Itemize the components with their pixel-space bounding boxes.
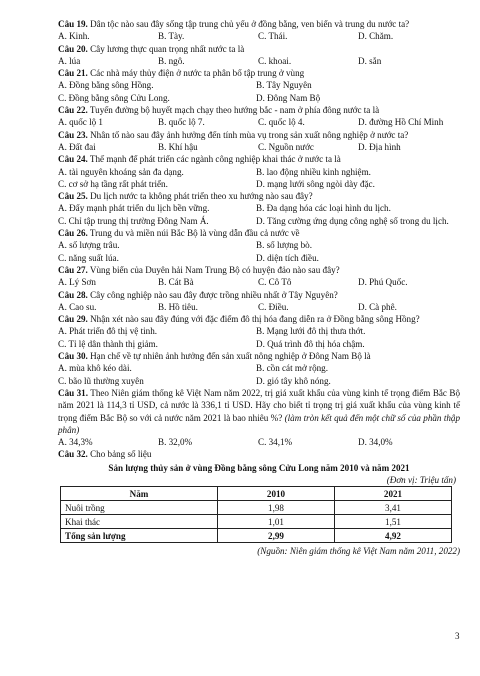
question-26 [58,227,460,239]
question-label: Câu 29. [58,314,88,325]
option-c: C. Tỉ lệ dân thành thị giảm. [58,338,158,349]
question-19 [58,18,460,30]
table-cell: 1,51 [335,515,452,529]
option-b: B. lao động nhiều kinh nghiệm. [256,166,371,177]
options-24-ab [58,166,460,178]
option-d: D. Tăng cường ứng dụng công nghệ số trong du lịch. [256,215,449,226]
question-label: Câu 28. [58,289,88,300]
option-a: A. quốc lộ 1 [58,117,103,128]
table-cell: Khai thác [61,515,218,529]
question-text: Các nhà máy thủy điện ở nước ta phân bố tập trung ở vùng [90,68,305,79]
table-cell: Nuôi trồng [61,501,218,515]
option-a: A. 34,3% [58,437,93,448]
option-d: D. Cà phê. [358,301,397,312]
question-text: Du lịch nước ta không phát triển theo xu hướng nào sau đây? [90,191,313,202]
questions-block [58,18,460,558]
question-21 [58,67,460,79]
table-cell: 2,99 [218,529,335,543]
option-d: D. Đông Nam Bộ [256,92,321,103]
question-28 [58,289,460,301]
option-a: A. tài nguyên khoáng sản đa dạng. [58,166,184,177]
data-table [60,486,452,543]
table-cell: 1,98 [218,501,335,515]
options-31 [58,436,460,448]
option-a: A. Kinh. [58,31,90,42]
table-total-row [61,529,452,543]
option-c: C. 34,1% [258,437,293,448]
option-a: A. Đồng bằng sông Hồng. [58,80,154,91]
option-b: B. cồn cát mở rộng. [256,363,328,374]
option-b: B. số lượng bò. [256,240,312,251]
table-row [61,501,452,515]
question-label: Câu 24. [58,154,88,165]
question-label: Câu 22. [58,105,88,116]
options-24-cd [58,178,460,190]
table-cell: 4,92 [335,529,452,543]
options-29-cd [58,338,460,350]
option-c: C. Chỉ tập trung thị trường Đông Nam Á. [58,215,209,226]
question-text: Cho bảng số liệu [90,449,152,460]
question-29 [58,313,460,325]
option-b: B. Tày. [158,31,185,42]
question-31 [58,387,460,436]
question-label: Câu 30. [58,351,88,362]
question-label: Câu 25. [58,191,88,202]
question-23 [58,129,460,141]
option-a: A. Cao su. [58,301,97,312]
option-c: C. bão lũ thường xuyên [58,375,144,386]
option-c: C. Đồng bằng sông Cửu Long. [58,92,170,103]
option-b: B. ngô. [158,55,185,66]
option-c: C. năng suất lúa. [58,252,119,263]
option-d: D. Phú Quốc. [358,277,408,288]
option-c: C. Thái. [258,31,288,42]
question-32 [58,448,460,460]
question-label: Câu 21. [58,68,88,79]
option-a: A. mùa khô kéo dài. [58,363,132,374]
option-d: D. diện tích điều. [256,252,319,263]
table-header-cell: Năm [61,487,218,501]
question-22 [58,104,460,116]
options-22 [58,116,460,128]
question-text: Cây công nghiệp nào sau đây được trồng nhiều nhất ở Tây Nguyên? [90,289,338,300]
page-number: 3 [455,631,460,641]
option-a: A. Lý Sơn [58,277,96,288]
question-label: Câu 19. [58,19,88,29]
options-26-ab [58,239,460,251]
options-30-ab [58,362,460,374]
option-c: C. cơ sở hạ tầng rất phát triển. [58,178,168,189]
question-text: Theo Niên giám thống kê Việt Nam năm 2022, trị giá xuất khẩu của vùng kinh tế trọng điểm Bắc Bộ năm 2021 là 114,3 tỉ USD, cả nước là 336,1 tỉ USD. Hãy cho biết tỉ trọng trị giá xuất khẩu của vùng kinh tế trọng điểm Bắc Bộ so với cả nước năm 2021 là bao nhiêu %? [58,387,461,423]
question-text: Hạn chế về tự nhiên ảnh hưởng đến sản xuất nông nghiệp ở Đông Nam Bộ là [90,351,371,362]
table-cell: 1,01 [218,515,335,529]
question-20 [58,43,460,55]
option-c: C. quốc lộ 4. [258,117,305,128]
option-b: B. Tây Nguyên [256,80,312,91]
question-text: Nhân tố nào sau đây ảnh hưởng đến tính mùa vụ trong sản xuất nông nghiệp ở nước ta? [90,129,409,140]
option-d: D. gió tây khô nóng. [256,375,331,386]
option-b: B. Hồ tiêu. [158,301,198,312]
option-c: C. Cô Tô [258,277,292,288]
question-27 [58,264,460,276]
table-header-cell: 2010 [218,487,335,501]
options-23 [58,141,460,153]
option-b: B. quốc lộ 7. [158,117,205,128]
question-label: Câu 20. [58,43,88,54]
question-label: Câu 27. [58,264,88,275]
option-d: D. mạng lưới sông ngòi dày đặc. [256,178,375,189]
table-title: Sản lượng thủy sản ở vùng Đồng bằng sông Cửu Long năm 2010 và năm 2021 [108,462,410,473]
options-19 [58,30,460,42]
option-b: B. Khí hậu [158,141,198,152]
question-24 [58,153,460,165]
table-header-cell: 2021 [335,487,452,501]
question-text: Vùng biển của Duyên hải Nam Trung Bộ có huyện đảo nào sau đây? [89,264,340,275]
option-b: B. Đa dạng hóa các loại hình du lịch. [256,203,391,214]
option-a: A. số lượng trâu. [58,240,120,251]
option-d: D. Quá trình đô thị hóa chậm. [256,338,365,349]
options-21-ab [58,79,460,91]
option-b: B. 32,0% [158,437,193,448]
option-a: A. Đất đai [58,141,96,152]
option-d: D. Địa hình [358,141,401,152]
question-text: Thế mạnh để phát triển các ngành công nghiệp khai thác ở nước ta là [89,154,341,165]
option-c: C. khoai. [258,55,292,66]
options-26-cd [58,252,460,264]
question-text: Trung du và miền núi Bắc Bộ là vùng dẫn đầu cả nước về [89,228,300,239]
question-note: (làm tròn kết quả đến một chữ số của phần thập phân) [58,412,460,435]
option-c: C. Điều. [258,301,289,312]
option-d: D. 34,0% [358,437,393,448]
table-unit: (Đơn vị: Triệu tấn) [386,474,456,485]
options-25-cd [58,215,460,227]
options-20 [58,55,460,67]
question-30 [58,350,460,362]
option-d: D. sắn [358,55,382,66]
options-27 [58,276,460,288]
table-header-row [61,487,452,501]
question-text: Dân tộc nào sau đây sống tập trung chủ yếu ở đồng bằng, ven biển và trung du nước ta? [90,19,410,29]
option-d: D. Chăm. [358,31,394,42]
options-21-cd [58,92,460,104]
question-text: Tuyến đường bộ huyết mạch chạy theo hướng bắc - nam ở phía đông nước ta là [89,105,380,116]
table-cell: 3,41 [335,501,452,515]
option-a: A. lúa [58,55,81,66]
options-29-ab [58,325,460,337]
question-25 [58,190,460,202]
question-label: Câu 32. [58,449,88,460]
question-text: Nhận xét nào sau đây đúng với đặc điểm đô thị hóa đang diễn ra ở Đồng bằng sông Hồng? [90,314,420,325]
option-b: B. Mạng lưới đô thị thưa thớt. [256,326,366,337]
option-a: A. Đẩy mạnh phát triển du lịch bền vững. [58,203,210,214]
option-b: B. Cát Bà [158,277,194,288]
question-label: Câu 31. [58,387,88,398]
option-c: C. Nguồn nước [258,141,314,152]
option-a: A. Phát triển đô thị vệ tinh. [58,326,158,337]
options-25-ab [58,202,460,214]
options-30-cd [58,375,460,387]
question-label: Câu 23. [58,129,88,140]
table-cell: Tổng sản lượng [61,529,218,543]
question-label: Câu 26. [58,228,88,239]
table-source: (Nguồn: Niên giám thống kê Việt Nam năm 2011, 2022) [257,546,460,557]
question-text: Cây lương thực quan trọng nhất nước ta là [90,43,245,54]
table-row [61,515,452,529]
option-d: D. đường Hồ Chí Minh [358,117,444,128]
options-28 [58,301,460,313]
